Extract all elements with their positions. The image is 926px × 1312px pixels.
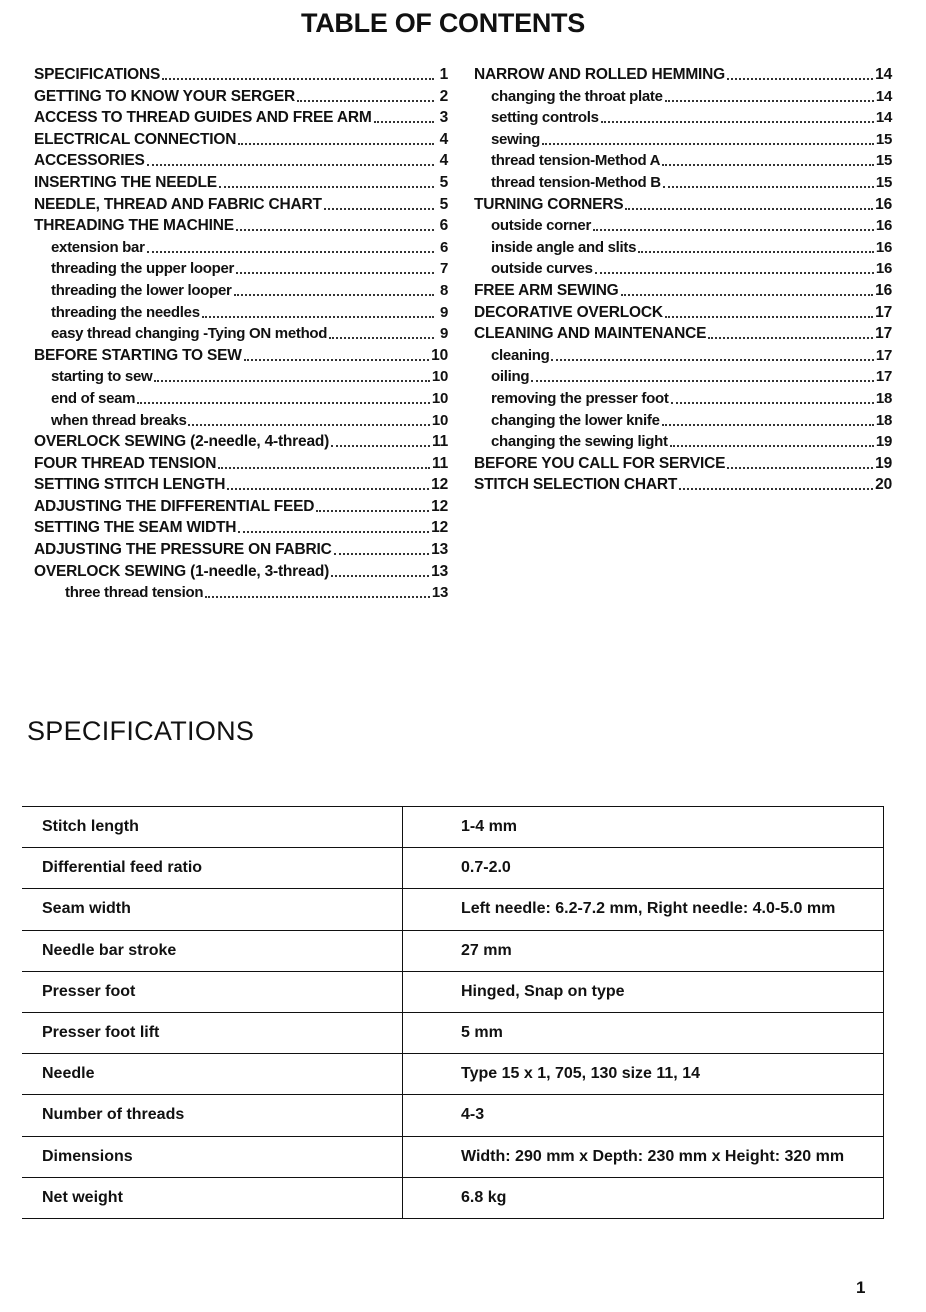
toc-dot-leader [329, 323, 434, 339]
toc-entry-label: DECORATIVE OVERLOCK [474, 303, 663, 321]
toc-dot-leader [137, 388, 430, 404]
toc-entry [34, 150, 448, 172]
toc-entry-page: 13 [431, 562, 448, 580]
spec-label: Number of threads [22, 1095, 403, 1136]
toc-entry-label: GETTING TO KNOW YOUR SERGER [34, 87, 295, 105]
specifications-title: SPECIFICATIONS [27, 716, 255, 746]
toc-entry-page: 10 [431, 346, 448, 364]
toc-entry [474, 453, 892, 475]
toc-entry [474, 323, 892, 345]
toc-entry-label: CLEANING AND MAINTENANCE [474, 325, 707, 343]
toc-dot-leader [234, 280, 434, 296]
toc-dot-leader [531, 366, 874, 382]
toc-entry [34, 453, 448, 475]
toc-dot-leader [236, 215, 434, 231]
toc-entry [34, 237, 448, 259]
toc-dot-leader [219, 172, 434, 188]
toc-entry [34, 302, 448, 324]
toc-entry-label: SETTING THE SEAM WIDTH [34, 519, 237, 537]
toc-entry-label: changing the throat plate [491, 87, 663, 105]
toc-entry-page: 12 [431, 476, 448, 494]
toc-dot-leader [244, 345, 429, 361]
toc-entry [34, 258, 448, 280]
spec-value: 4-3 [403, 1095, 884, 1136]
spec-label: Dimensions [22, 1136, 403, 1177]
toc-entry-label: oiling [491, 368, 530, 386]
toc-entry-label: threading the upper looper [51, 260, 235, 278]
toc-entry-page: 17 [875, 368, 892, 386]
toc-dot-leader [708, 323, 873, 339]
toc-entry [474, 107, 892, 129]
toc-entry-page: 5 [439, 195, 448, 213]
toc-entry-label: threading the lower looper [51, 281, 232, 299]
toc-dot-leader [238, 517, 429, 533]
toc-dot-leader [324, 194, 434, 210]
toc-entry-page: 16 [875, 281, 892, 299]
toc-entry-page: 8 [439, 281, 448, 299]
toc-title: TABLE OF CONTENTS [301, 8, 585, 38]
spec-label: Needle [22, 1054, 403, 1095]
spec-row [22, 807, 884, 848]
toc-entry [34, 496, 448, 518]
page-number: 1 [856, 1278, 866, 1297]
spec-value: 0.7-2.0 [403, 848, 884, 889]
toc-entry-label: ADJUSTING THE PRESSURE ON FABRIC [34, 541, 332, 559]
toc-entry [34, 345, 448, 367]
toc-entry [474, 431, 892, 453]
toc-entry-label: setting controls [491, 109, 599, 127]
toc-dot-leader [218, 453, 430, 469]
toc-dot-leader [662, 410, 874, 426]
toc-entry-page: 14 [875, 87, 892, 105]
toc-entry-page: 9 [439, 325, 448, 343]
toc-entry-page: 7 [439, 260, 448, 278]
spec-row [22, 1136, 884, 1177]
toc-entry-page: 4 [439, 130, 448, 148]
toc-right-column [474, 64, 892, 496]
toc-entry [474, 302, 892, 324]
toc-entry [34, 539, 448, 561]
spec-label: Seam width [22, 889, 403, 930]
toc-entry [474, 410, 892, 432]
toc-entry [34, 323, 448, 345]
toc-entry-label: removing the presser foot [491, 389, 669, 407]
toc-entry-page: 15 [875, 173, 892, 191]
toc-entry-label: outside curves [491, 260, 593, 278]
toc-entry [34, 194, 448, 216]
toc-entry [34, 561, 448, 583]
toc-entry [474, 237, 892, 259]
toc-dot-leader [665, 86, 874, 102]
toc-entry [34, 582, 448, 604]
toc-left-column [34, 64, 448, 604]
toc-entry-label: when thread breaks [51, 411, 187, 429]
toc-entry [34, 86, 448, 108]
toc-entry-page: 19 [875, 433, 892, 451]
toc-entry [34, 517, 448, 539]
toc-dot-leader [593, 215, 874, 231]
toc-entry [474, 194, 892, 216]
toc-entry-page: 16 [875, 217, 892, 235]
spec-row [22, 1012, 884, 1053]
toc-entry-page: 4 [439, 152, 448, 170]
spec-row [22, 1054, 884, 1095]
toc-entry-page: 9 [439, 303, 448, 321]
toc-dot-leader [727, 453, 873, 469]
toc-entry-label: ACCESSORIES [34, 152, 145, 170]
toc-entry-label: outside corner [491, 217, 591, 235]
toc-entry-label: THREADING THE MACHINE [34, 217, 234, 235]
toc-entry [474, 86, 892, 108]
toc-entry-label: end of seam [51, 389, 136, 407]
spec-value: 5 mm [403, 1012, 884, 1053]
toc-entry [474, 474, 892, 496]
toc-dot-leader [374, 107, 434, 123]
toc-entry-page: 12 [431, 519, 448, 537]
toc-entry-page: 18 [875, 389, 892, 407]
spec-value: Hinged, Snap on type [403, 971, 884, 1012]
toc-entry [34, 366, 448, 388]
toc-entry-label: FOUR THREAD TENSION [34, 454, 217, 472]
toc-entry-label: inside angle and slits [491, 238, 637, 256]
toc-dot-leader [662, 150, 874, 166]
toc-dot-leader [202, 302, 434, 318]
toc-dot-leader [670, 431, 874, 447]
toc-entry-label: OVERLOCK SEWING (1-needle, 3-thread) [34, 562, 330, 580]
toc-entry-page: 1 [439, 66, 448, 83]
spec-row [22, 971, 884, 1012]
toc-dot-leader [621, 280, 874, 296]
toc-entry [474, 150, 892, 172]
toc-entry-page: 14 [875, 66, 892, 83]
toc-entry-label: ACCESS TO THREAD GUIDES AND FREE ARM [34, 109, 372, 127]
toc-entry-page: 18 [875, 411, 892, 429]
toc-dot-leader [236, 258, 434, 274]
toc-entry [34, 64, 448, 86]
toc-dot-leader [663, 172, 874, 188]
toc-entry-page: 15 [875, 152, 892, 170]
toc-entry [34, 280, 448, 302]
toc-entry-label: INSERTING THE NEEDLE [34, 173, 217, 191]
toc-entry-label: changing the sewing light [491, 433, 668, 451]
toc-dot-leader [188, 410, 429, 426]
toc-entry-page: 16 [875, 238, 892, 256]
toc-dot-leader [227, 474, 429, 490]
toc-entry [34, 410, 448, 432]
toc-dot-leader [147, 150, 434, 166]
spec-label: Presser foot lift [22, 1012, 403, 1053]
toc-dot-leader [727, 64, 873, 80]
toc-entry-label: easy thread changing -Tying ON method [51, 325, 328, 343]
spec-label: Presser foot [22, 971, 403, 1012]
toc-entry-label: ADJUSTING THE DIFFERENTIAL FEED [34, 497, 315, 515]
toc-entry-page: 6 [439, 238, 448, 256]
toc-entry-label: thread tension-Method B [491, 173, 661, 191]
toc-entry-label: BEFORE STARTING TO SEW [34, 346, 242, 364]
toc-entry-page: 6 [439, 217, 448, 235]
toc-dot-leader [147, 237, 434, 253]
toc-entry-label: FREE ARM SEWING [474, 281, 619, 299]
toc-dot-leader [154, 366, 430, 382]
toc-entry-label: SPECIFICATIONS [34, 66, 161, 83]
spec-label: Needle bar stroke [22, 930, 403, 971]
toc-dot-leader [595, 258, 874, 274]
spec-label: Net weight [22, 1177, 403, 1218]
toc-entry-page: 17 [875, 346, 892, 364]
spec-value: Left needle: 6.2-7.2 mm, Right needle: 4.0-5.0 mm [403, 889, 884, 930]
spec-row [22, 930, 884, 971]
toc-entry-page: 14 [875, 109, 892, 127]
toc-entry [34, 172, 448, 194]
spec-row [22, 848, 884, 889]
toc-dot-leader [625, 194, 873, 210]
toc-entry [34, 215, 448, 237]
toc-entry [34, 388, 448, 410]
toc-entry-label: threading the needles [51, 303, 200, 321]
toc-entry [474, 215, 892, 237]
toc-dot-leader [316, 496, 429, 512]
toc-entry-page: 5 [439, 173, 448, 191]
toc-dot-leader [205, 582, 430, 598]
toc-entry [474, 345, 892, 367]
toc-entry [34, 474, 448, 496]
toc-dot-leader [238, 129, 434, 145]
specifications-table [22, 806, 884, 1219]
toc-dot-leader [551, 345, 873, 361]
toc-entry-page: 16 [875, 260, 892, 278]
toc-entry-page: 2 [439, 87, 448, 105]
spec-label: Differential feed ratio [22, 848, 403, 889]
toc-dot-leader [331, 431, 430, 447]
toc-entry-page: 17 [875, 303, 892, 321]
toc-entry [474, 129, 892, 151]
toc-entry [34, 431, 448, 453]
toc-entry [474, 64, 892, 86]
spec-row [22, 1177, 884, 1218]
toc-entry-label: NARROW AND ROLLED HEMMING [474, 66, 726, 83]
toc-entry-page: 15 [875, 130, 892, 148]
toc-entry [474, 280, 892, 302]
toc-dot-leader [334, 539, 430, 555]
toc-entry-label: TURNING CORNERS [474, 195, 624, 213]
toc-dot-leader [297, 86, 434, 102]
toc-entry-page: 12 [431, 497, 448, 515]
toc-entry-page: 19 [875, 454, 892, 472]
toc-dot-leader [665, 302, 873, 318]
toc-dot-leader [638, 237, 874, 253]
toc-entry-page: 11 [432, 433, 448, 451]
spec-value: Width: 290 mm x Depth: 230 mm x Height: 320 mm [403, 1136, 884, 1177]
toc-entry-label: NEEDLE, THREAD AND FABRIC CHART [34, 195, 322, 213]
toc-entry-label: starting to sew [51, 368, 153, 386]
spec-value: 27 mm [403, 930, 884, 971]
toc-dot-leader [331, 561, 429, 577]
toc-entry-page: 13 [431, 584, 448, 602]
toc-dot-leader [601, 107, 874, 123]
toc-dot-leader [679, 474, 873, 490]
toc-entry-page: 10 [431, 368, 448, 386]
toc-entry-label: SETTING STITCH LENGTH [34, 476, 226, 494]
spec-label: Stitch length [22, 807, 403, 848]
toc-entry-page: 13 [431, 541, 448, 559]
toc-entry [474, 172, 892, 194]
toc-dot-leader [671, 388, 874, 404]
toc-entry [474, 366, 892, 388]
toc-entry-page: 16 [875, 195, 892, 213]
spec-value: Type 15 x 1, 705, 130 size 11, 14 [403, 1054, 884, 1095]
toc-entry-label: STITCH SELECTION CHART [474, 476, 678, 494]
toc-entry-label: sewing [491, 130, 541, 148]
spec-row [22, 889, 884, 930]
toc-entry-label: changing the lower knife [491, 411, 660, 429]
toc-dot-leader [162, 64, 434, 80]
toc-entry-page: 3 [439, 109, 448, 127]
toc-entry [34, 129, 448, 151]
spec-value: 1-4 mm [403, 807, 884, 848]
toc-entry-page: 11 [432, 454, 448, 472]
toc-entry-label: three thread tension [65, 584, 204, 602]
toc-entry [474, 388, 892, 410]
toc-entry-page: 20 [875, 476, 892, 494]
toc-dot-leader [542, 129, 874, 145]
toc-entry [34, 107, 448, 129]
toc-entry-label: OVERLOCK SEWING (2-needle, 4-thread) [34, 433, 330, 451]
toc-entry-label: thread tension-Method A [491, 152, 661, 170]
toc-entry-label: BEFORE YOU CALL FOR SERVICE [474, 454, 726, 472]
spec-value: 6.8 kg [403, 1177, 884, 1218]
toc-entry-label: extension bar [51, 238, 145, 256]
toc-entry-page: 17 [875, 325, 892, 343]
toc-entry-page: 10 [431, 389, 448, 407]
toc-entry [474, 258, 892, 280]
toc-entry-label: ELECTRICAL CONNECTION [34, 130, 237, 148]
spec-row [22, 1095, 884, 1136]
toc-entry-page: 10 [431, 411, 448, 429]
toc-entry-label: cleaning [491, 346, 550, 364]
